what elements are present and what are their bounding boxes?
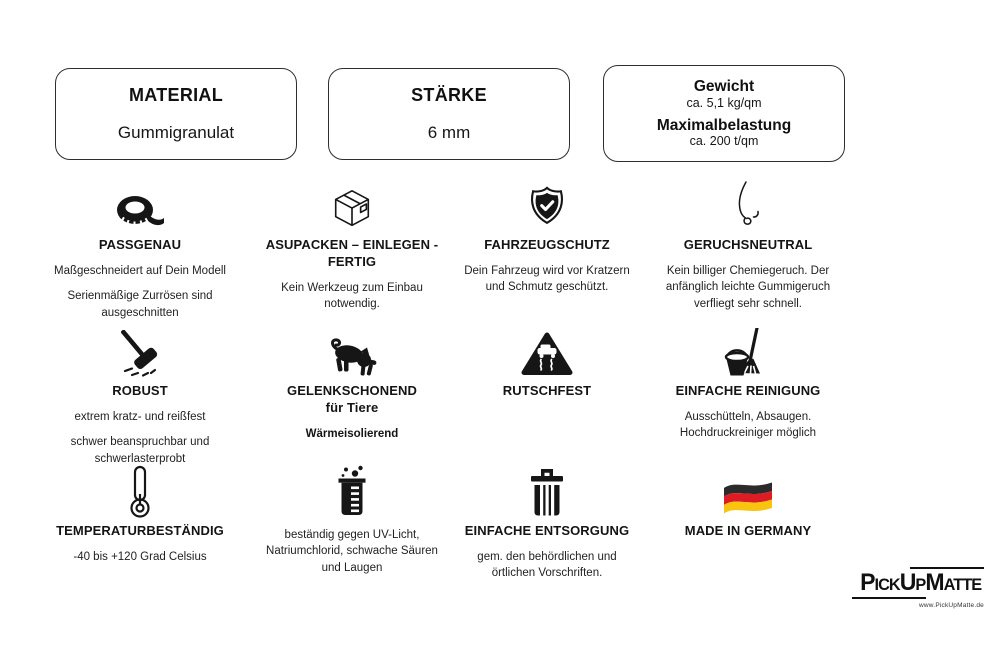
feature-description: Maßgeschneidert auf Dein Modell Serienmäßige Zurrösen sind ausgeschnitten	[54, 264, 226, 319]
feature-title: EINFACHE ENTSORGUNG	[464, 523, 630, 538]
spec-label: Gewicht	[693, 78, 755, 96]
spec-box-gewicht	[603, 65, 845, 162]
logo-bottom-rule	[852, 597, 926, 600]
feature-description: gem. den behördlichen und örtlichen Vorschriften.	[477, 550, 617, 580]
feature-chemiebestaendig	[247, 464, 457, 576]
shield-check-icon	[442, 178, 652, 232]
feature-description: beständig gegen UV-Licht, Natriumchlorid, schwache Säuren und Laugen	[266, 529, 438, 574]
feature-made-in-germany	[643, 464, 853, 540]
chemical-beaker-icon	[247, 464, 457, 518]
trash-can-icon	[442, 464, 652, 518]
spec-value: Gummigranulat	[117, 122, 235, 142]
feature-einfache-reinigung	[643, 324, 853, 442]
feature-geruchsneutral	[643, 178, 853, 312]
feature-description: Kein Werkzeug zum Einbau notwendig.	[281, 281, 423, 311]
feature-description: Ausschütteln, Absaugen. Hochdruckreiniger möglich	[679, 410, 817, 440]
feature-title: TEMPERATURBESTÄNDIG	[56, 523, 224, 538]
spec-title: MATERIAL	[128, 85, 224, 106]
feature-title: ASUPACKEN – EINLEGEN - FERTIG	[265, 237, 439, 269]
spec-label: Maximalbelastung	[656, 116, 792, 134]
package-box-icon	[247, 178, 457, 232]
brand-website: www.PickUpMatte.de	[918, 602, 984, 609]
feature-title: FAHRZEUGSCHUTZ	[484, 237, 610, 252]
feature-robust	[35, 324, 245, 467]
spec-pair-maximalbelastung	[657, 117, 791, 149]
feature-passgenau	[35, 178, 245, 321]
feature-title: GERUCHSNEUTRAL	[683, 237, 813, 252]
brand-name: PickUpMatte	[860, 569, 982, 597]
feature-description: Dein Fahrzeug wird vor Kratzern und Schmutz geschützt.	[464, 264, 630, 294]
germany-flag-icon	[643, 464, 853, 518]
spec-pair-gewicht	[686, 78, 761, 110]
feature-title: ROBUST	[112, 383, 168, 398]
brand-logo	[852, 567, 984, 609]
spec-box-staerke	[328, 68, 570, 160]
feature-title: MADE IN GERMANY	[684, 523, 812, 538]
spec-title: STÄRKE	[411, 85, 487, 106]
feature-rutschfest	[442, 324, 652, 400]
feature-temperaturbestaendig	[35, 464, 245, 565]
feature-description: -40 bis +120 Grad Celsius	[73, 550, 207, 563]
measuring-tape-icon	[35, 178, 245, 232]
spec-value: ca. 5,1 kg/qm	[686, 96, 762, 111]
feature-auspacken	[247, 178, 457, 312]
sledgehammer-icon	[35, 324, 245, 378]
feature-description: extrem kratz- und reißfest schwer beanspruchbar und schwerlasterprobt	[70, 410, 210, 465]
feature-title: RUTSCHFEST	[502, 383, 592, 398]
feature-title: PASSGENAU	[98, 237, 182, 252]
spec-value: 6 mm	[427, 122, 471, 142]
feature-fahrzeugschutz	[442, 178, 652, 296]
feature-description: Wärmeisolierend	[305, 427, 399, 440]
feature-einfache-entsorgung	[442, 464, 652, 582]
thermometer-icon	[35, 464, 245, 518]
spec-box-material	[55, 68, 297, 160]
feature-title: GELENKSCHONEND für Tiere	[287, 383, 417, 415]
spec-value: ca. 200 t/qm	[689, 134, 759, 149]
feature-title: EINFACHE REINIGUNG	[675, 383, 821, 398]
bucket-broom-icon	[643, 324, 853, 378]
nose-icon	[643, 178, 853, 232]
feature-gelenkschonend	[247, 324, 457, 442]
playing-dog-icon	[247, 324, 457, 378]
feature-description: Kein billiger Chemiegeruch. Der anfänglich leichte Gummigeruch verfliegt sehr schnell.	[665, 264, 831, 310]
slippery-road-icon	[442, 324, 652, 378]
